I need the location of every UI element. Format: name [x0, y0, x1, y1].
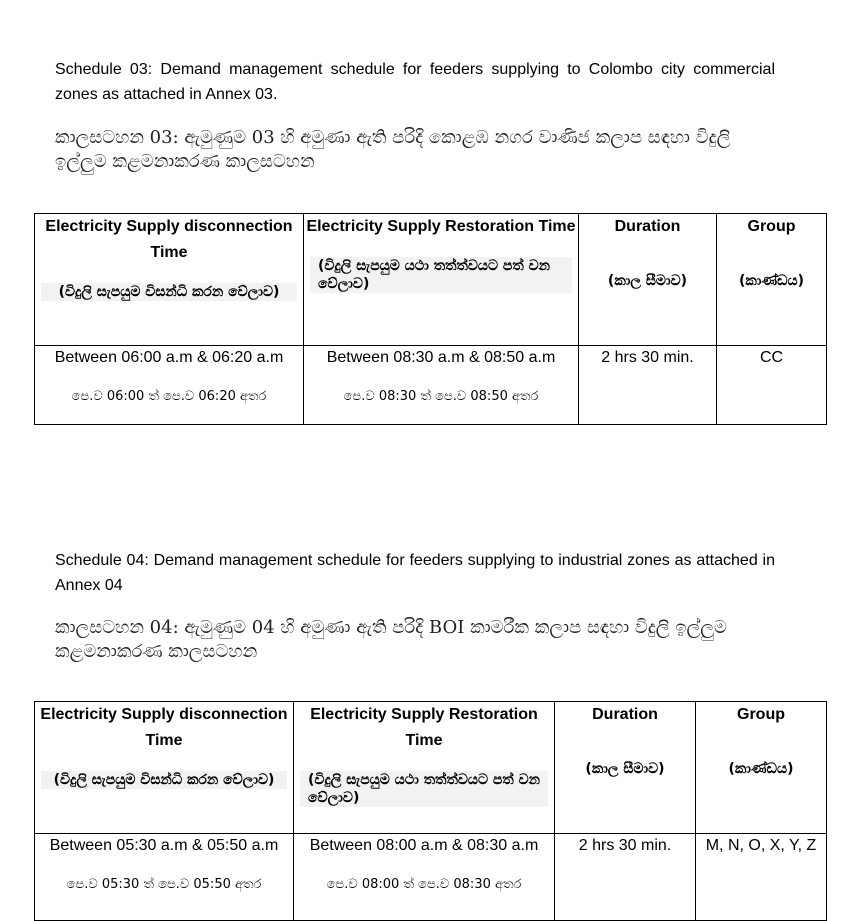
- cell-group: [696, 834, 827, 921]
- schedule-04-heading: Schedule 04: Demand management schedule for feeders supplying to industrial zones as attached in Annex 04: [55, 552, 775, 594]
- cell-duration: [579, 346, 717, 425]
- header-group: [717, 214, 827, 346]
- header-restoration-time: [304, 214, 579, 346]
- header-duration: [579, 214, 717, 346]
- header-label-sinhala: (කාල සීමාව): [607, 273, 688, 289]
- schedule-03-table: [34, 213, 827, 425]
- cell-text-sinhala: පෙ.ව 08:30 ත් පෙ.ව 08:50 අතර: [343, 389, 539, 404]
- header-label-sinhala: (විදුලි සැපයුම යථා තත්ත්වයට පත් වන වේලාව): [310, 257, 572, 293]
- header-label: Duration: [592, 706, 658, 723]
- table-header-row: [35, 702, 827, 834]
- table-header-row: [35, 214, 827, 346]
- header-label-sinhala: (කාණ්ඩය): [739, 273, 804, 289]
- cell-text-sinhala: පෙ.ව 05:30 ත් පෙ.ව 05:50 අතර: [66, 877, 262, 892]
- cell-text: Between 08:30 a.m & 08:50 a.m: [326, 349, 556, 366]
- schedule-03-heading: Schedule 03: Demand management schedule for feeders supplying to Colombo city commercial zones as attached in Annex 03.: [55, 61, 775, 103]
- cell-text: 2 hrs 30 min.: [601, 349, 694, 366]
- table-row: [35, 834, 827, 921]
- header-label-sinhala: (කාණ්ඩය): [728, 761, 794, 777]
- header-label-sinhala: (විදුලි සැපයුම විසන්ධි කරන වේලාව): [41, 283, 297, 301]
- header-duration: [555, 702, 696, 834]
- header-label: Group: [737, 706, 785, 723]
- cell-disconnection: [35, 346, 304, 425]
- cell-text: Between 08:00 a.m & 08:30 a.m: [309, 837, 539, 854]
- header-disconnection-time: [35, 702, 294, 834]
- cell-restoration: [304, 346, 579, 425]
- cell-text-sinhala: පෙ.ව 08:00 ත් පෙ.ව 08:30 අතර: [326, 877, 522, 892]
- header-label: Electricity Supply disconnection Time: [45, 218, 293, 261]
- cell-text: Between 05:30 a.m & 05:50 a.m: [49, 837, 279, 854]
- header-label: Electricity Supply disconnection Time: [40, 706, 288, 749]
- header-label-sinhala: (විදුලි සැපයුම විසන්ධි කරන වේලාව): [41, 771, 287, 789]
- header-label: Electricity Supply Restoration Time: [306, 218, 576, 235]
- cell-restoration: [294, 834, 555, 921]
- header-label: Electricity Supply Restoration Time: [310, 706, 538, 749]
- header-label: Group: [747, 218, 796, 235]
- header-label-sinhala: (කාල සීමාව): [585, 761, 665, 777]
- header-label: Duration: [614, 218, 681, 235]
- cell-text: 2 hrs 30 min.: [578, 837, 672, 854]
- cell-disconnection: [35, 834, 294, 921]
- cell-group: [717, 346, 827, 425]
- header-restoration-time: [294, 702, 555, 834]
- cell-text: Between 06:00 a.m & 06:20 a.m: [54, 349, 284, 366]
- cell-text: M, N, O, X, Y, Z: [705, 837, 817, 854]
- cell-duration: [555, 834, 696, 921]
- schedule-04-table: [34, 701, 827, 921]
- header-disconnection-time: [35, 214, 304, 346]
- schedule-04-heading-sinhala: කාලසටහන 04: ඇමුණුම 04 හි අමුණා ඇති පරිදි BOI කාමරීක කලාප සඳහා විදුලි ඉල්ලුම කළමනාකරණ කාලසටහන: [55, 617, 727, 662]
- cell-text-sinhala: පෙ.ව 06:00 ත් පෙ.ව 06:20 අතර: [71, 389, 267, 404]
- cell-text: CC: [759, 349, 784, 366]
- table-row: [35, 346, 827, 425]
- header-label-sinhala: (විදුලි සැපයුම යථා තත්ත්වයට පත් වන වේලාව): [300, 771, 548, 807]
- schedule-03-heading-sinhala: කාලසටහන 03: ඇමුණුම 03 හි අමුණා ඇති පරිදි කොළඹ නගර වාණිජ කලාප සඳහා විදුලි ඉල්ලුම කළමනාකරණ කාලසටහන: [55, 127, 731, 172]
- header-group: [696, 702, 827, 834]
